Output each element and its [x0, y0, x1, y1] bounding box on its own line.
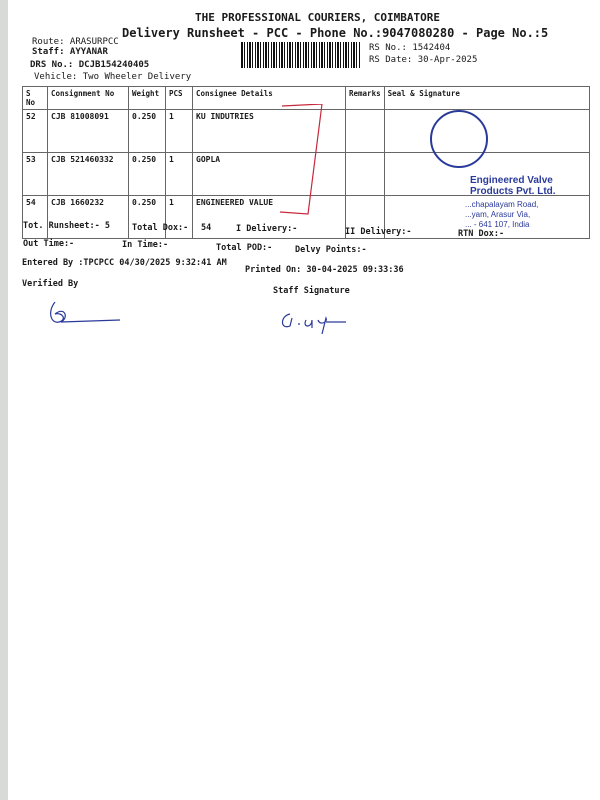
printed-on: Printed On: 30-04-2025 09:33:36 — [245, 265, 404, 275]
sno: 53 — [23, 153, 48, 196]
pcs: 1 — [166, 110, 193, 153]
rs-date: RS Date: 30-Apr-2025 — [369, 55, 478, 65]
tot-runsheet: Tot. Runsheet:- 5 — [23, 221, 110, 231]
sno: 54 — [23, 196, 48, 239]
weight: 0.250 — [129, 153, 166, 196]
staff: Staff: AYYANAR — [32, 47, 108, 57]
total-dox-value: 54 — [201, 223, 212, 233]
vehicle: Vehicle: Two Wheeler Delivery — [34, 72, 192, 82]
verifier-signature — [45, 298, 125, 328]
ii-delivery: II Delivery:- — [345, 227, 412, 237]
company-title: THE PROFESSIONAL COURIERS, COIMBATORE — [195, 11, 441, 24]
entered-by: Entered By :TPCPCC 04/30/2025 9:32:41 AM — [22, 258, 227, 268]
consignment-no: CJB 1660232 — [48, 196, 129, 239]
in-time: In Time:- — [122, 240, 169, 250]
total-pod: Total POD:- — [216, 243, 273, 253]
col-weight: Weight — [129, 87, 166, 110]
col-pcs: PCS — [166, 87, 193, 110]
pcs: 1 — [166, 153, 193, 196]
col-seal: Seal & Signature — [384, 87, 589, 110]
stamp-text: Products Pvt. Ltd. — [470, 186, 556, 197]
consignment-no: CJB 81008091 — [48, 110, 129, 153]
total-dox: Total Dox:- — [132, 223, 189, 233]
consignee: KU INDUTRIES — [193, 110, 346, 153]
runsheet-subtitle: Delivery Runsheet - PCC - Phone No.:9047080280 - Page No.:5 — [122, 26, 549, 40]
sno: 52 — [23, 110, 48, 153]
verified-by-label: Verified By — [22, 279, 79, 289]
scan-edge — [0, 0, 8, 800]
route: Route: ARASURPCC — [32, 37, 119, 47]
staff-signature — [278, 308, 348, 336]
consignment-no: CJB 521460332 — [48, 153, 129, 196]
consignee: ENGINEERED VALUE — [193, 196, 346, 239]
weight: 0.250 — [129, 110, 166, 153]
staff-signature-label: Staff Signature — [273, 286, 350, 296]
rs-no: RS No.: 1542404 — [369, 43, 451, 53]
company-seal-icon — [430, 110, 488, 168]
remarks — [346, 153, 385, 196]
weight: 0.250 — [129, 196, 166, 239]
delvy-points: Delvy Points:- — [295, 245, 367, 255]
pcs: 1 — [166, 196, 193, 239]
i-delivery: I Delivery:- — [236, 224, 298, 234]
stamp-text: ...chapalayam Road, — [465, 200, 539, 209]
barcode — [241, 42, 361, 68]
col-remarks: Remarks — [346, 87, 385, 110]
rtn-dox: RTN Dox:- — [458, 229, 505, 239]
drs-no: DRS No.: DCJB154240405 — [30, 60, 150, 70]
stamp-text: Engineered Valve — [470, 175, 553, 186]
remarks — [346, 110, 385, 153]
consignee: GOPLA — [193, 153, 346, 196]
stamp-text: ...yam, Arasur Via, — [465, 210, 531, 219]
out-time: Out Time:- — [23, 239, 75, 249]
col-sno: S No — [23, 87, 48, 110]
red-bracket-mark — [280, 104, 330, 219]
col-consignment: Consignment No — [48, 87, 129, 110]
stamp-text: ... - 641 107, India — [465, 220, 530, 229]
col-consignee: Consignee Details — [193, 87, 346, 110]
